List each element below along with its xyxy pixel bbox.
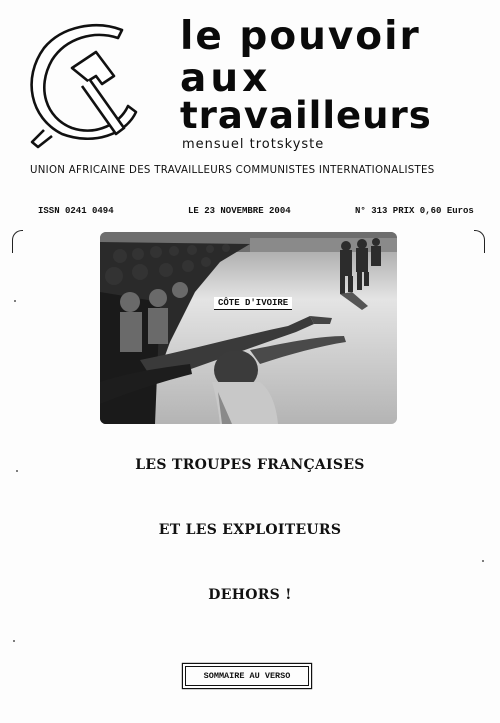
frame-corner-left (12, 230, 23, 253)
issue-date: LE 23 NOVEMBRE 2004 (188, 206, 291, 216)
masthead-line-1: le pouvoir (180, 14, 421, 59)
masthead-subtitle: mensuel trotskyste (182, 137, 325, 152)
organization-name: UNION AFRICAINE DES TRAVAILLEURS COMMUNISTES INTERNATIONALISTES (30, 165, 435, 176)
scan-speck (482, 560, 484, 562)
masthead-line-3: travailleurs (180, 94, 432, 137)
scan-speck (13, 640, 15, 642)
headline-line-3: DEHORS ! (208, 587, 292, 603)
headline-line-2: ET LES EXPLOITEURS (158, 522, 342, 538)
issue-number-price: N° 313 PRIX 0,60 Euros (355, 206, 474, 216)
frame-corner-right (474, 230, 485, 253)
issn-number: ISSN 0241 0494 (38, 206, 114, 216)
cover-photo (100, 232, 397, 424)
hammer-and-sickle-icon (22, 18, 154, 150)
headline-line-1: LES TROUPES FRANÇAISES (135, 457, 365, 473)
sommaire-box: SOMMAIRE AU VERSO (185, 666, 309, 686)
photo-caption: CÔTE D'IVOIRE (214, 297, 292, 310)
scan-speck (14, 300, 16, 302)
scan-speck (16, 470, 18, 472)
masthead-line-2: aux (180, 56, 272, 101)
